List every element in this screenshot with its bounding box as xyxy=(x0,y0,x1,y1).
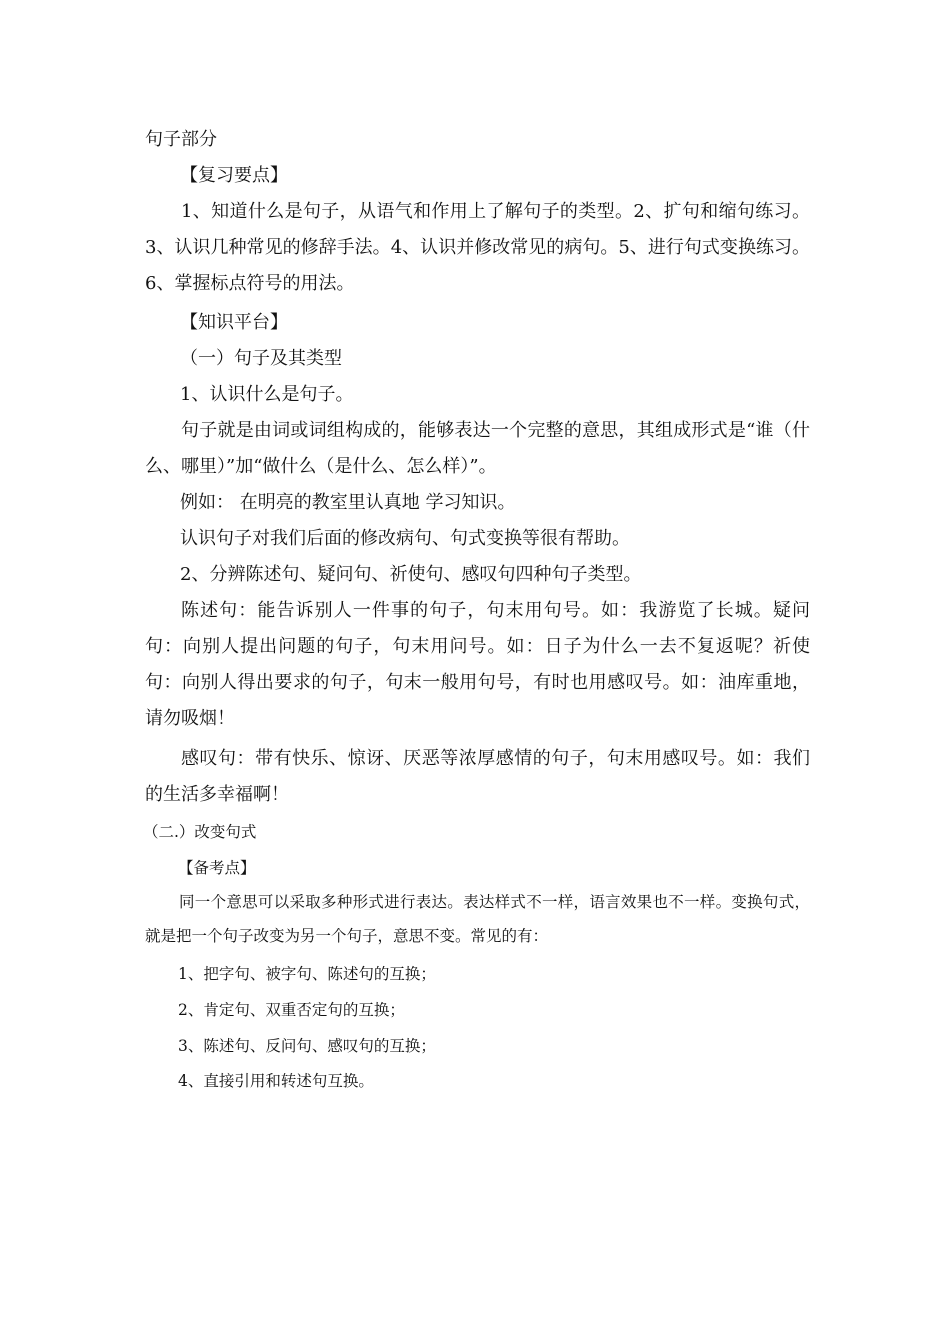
list-item: 2、肯定句、双重否定句的互换； xyxy=(178,1001,405,1019)
exam-heading: 【备考点】 xyxy=(178,859,256,877)
item1-note: 认识句子对我们后面的修改病句、句式变换等很有帮助。 xyxy=(180,528,630,549)
review-heading: 【复习要点】 xyxy=(180,165,288,186)
list-item: 3、陈述句、反问句、感叹句的互换； xyxy=(178,1037,436,1055)
item1-heading: 1、认识什么是句子。 xyxy=(180,384,354,405)
section2-heading: （二.）改变句式 xyxy=(143,823,257,841)
item2-heading: 2、分辨陈述句、疑问句、祈使句、感叹句四种句子类型。 xyxy=(180,564,642,585)
section2-intro: 同一个意思可以采取多种形式进行表达。表达样式不一样，语言效果也不一样。变换句式，就是把一个句子改变为另一个句子，意思不变。常见的有： xyxy=(145,893,810,945)
knowledge-heading: 【知识平台】 xyxy=(180,312,288,333)
item2-paragraph-2: 感叹句：带有快乐、惊讶、厌恶等浓厚感情的句子，句末用感叹号。如：我们的生活多幸福啊！ xyxy=(145,748,810,805)
item1-definition: 句子就是由词或词组构成的，能够表达一个完整的意思，其组成形式是“谁（什么、哪里）”加“做什么（是什么、怎么样）”。 xyxy=(145,420,810,477)
list-item: 4、直接引用和转述句互换。 xyxy=(178,1072,374,1090)
list-item: 1、把字句、被字句、陈述句的互换； xyxy=(178,965,436,983)
section1-heading: （一）句子及其类型 xyxy=(180,348,342,369)
doc-title: 句子部分 xyxy=(145,129,217,150)
item1-example: 例如： 在明亮的教室里认真地 学习知识。 xyxy=(180,492,516,513)
review-points: 1、知道什么是句子，从语气和作用上了解句子的类型。2、扩句和缩句练习。 3、认识几种常见的修辞手法。4、认识并修改常见的病句。5、进行句式变换练习。 6、掌握标点符号的用法。 xyxy=(145,201,810,294)
item2-paragraph-1: 陈述句：能告诉别人一件事的句子，句末用句号。如：我游览了长城。疑问句：向别人提出问题的句子，句末用问号。如：日子为什么一去不复返呢？祈使句：向别人得出要求的句子，句末一般用句号，有时也用感叹号。如：油库重地，请勿吸烟！ xyxy=(145,600,810,729)
